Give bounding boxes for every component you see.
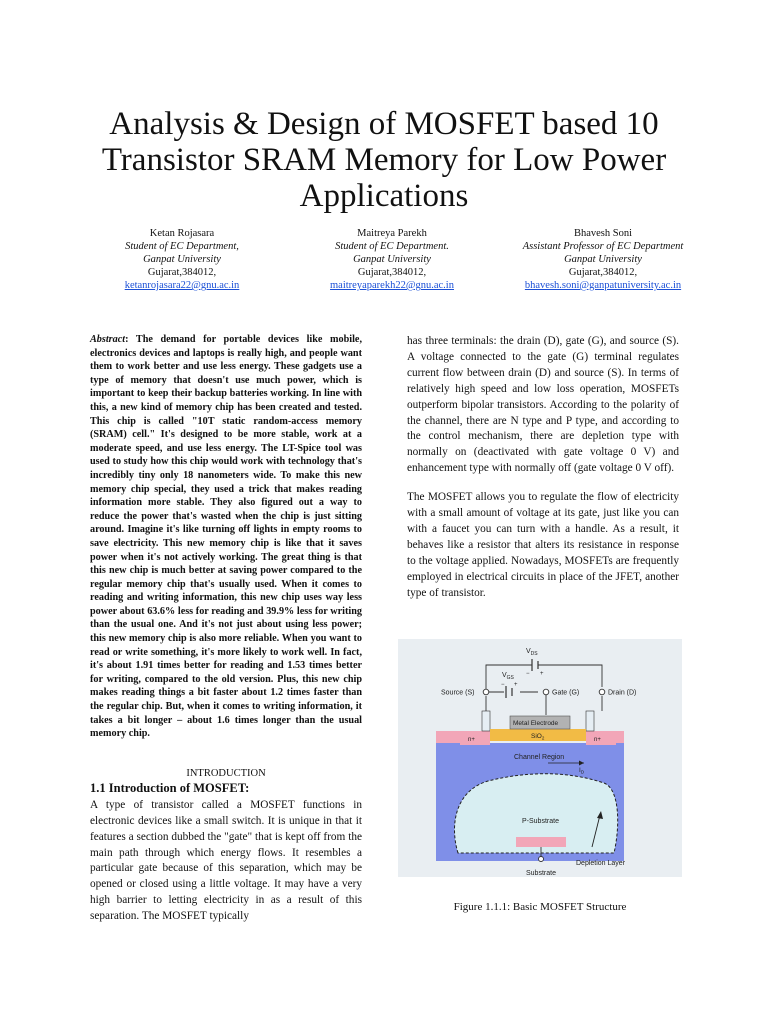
source-label: Source (S) [441,689,475,697]
author-name: Maitreya Parekh [357,228,427,239]
author-affiliation: Assistant Professor of EC Department [522,241,684,252]
abstract-text: : The demand for portable devices like mobile, electronics devices and laptops is really high, and people want them to work better and use less energy. These gadgets use a type of memory that doesn't use much power, which is important to keep their backup batteries working. In line with this, a new kind of memory chip has been created and tested. This chip is called "10T static random-access memory (SRAM) cell." It's designed to be more stable, work at a moderate speed, and use less energy. The LT-Spice tool was used to study how this chip would work with technology that's incredibly tiny only 18 nanometers wide. To make this new memory chip special, they used a trick that makes reading information more stable. They also figured out a way to reduce the power that's wasted when the chip is just sitting around. Imagine it's like turning off lights in empty rooms to save electricity. This new memory chip is like that it saves power when it's not actively working. The great thing is that this new chip is much better at saving power compared to the regular memory chip that's usually used. When it comes to reading and writing information, this new chip uses way less power about 63.6% less for reading and 39.9% less for writing than the usual one. And it's not just about using less power; this new memory chip is also more reliable. When you want to read or write something, it's more likely to work well. In fact, it's about 1.91 times better for reading and 1.53 times better for writing, compared to the old version. Plus, this new chip makes reading things a bit faster about 1.2 times faster than the regular chip. But, when it comes to writing information, it takes a bit longer – about 1.6 times longer than the usual memory chip. [90,334,362,740]
mosfet-faucet-paragraph: The MOSFET allows you to regulate the flow of electricity with a small amount of voltage at its gate, just like you can with a faucet you can turn with a handle. As a result, it behaves like a resistor that alters its resistance in response to the voltage applied. Nowadays, MOSFETs are frequently employed in electrical circuits in place of the JFET, another type of transistor. [407,491,679,599]
author-email-link[interactable]: maitreyaparekh22@gnu.ac.in [330,280,454,291]
author-location: Gujarat,384012, [147,267,217,278]
vgs-label: $V_{GS}$ [502,672,514,681]
substrate-label: Substrate [526,870,556,877]
mosfet-terminals-paragraph: has three terminals: the drain (D), gate (G), and source (S). A voltage connected to the gate (G) terminal regulates current flow between drain (D) and source (S). In terms of relatively high speed and low loss operation, MOSFETs outperform bipolar transistors. According to the polarity of the channel, there are N type and P type, and according to the control mechanism, there are depletion type with normally on (deactivated with gate voltage 0 V) and enhancement type with normally off (gate voltage 0 V off). [407,335,679,475]
vds-plus-sign: + [540,671,544,677]
author-email-link[interactable]: bhavesh.soni@ganpatuniversity.ac.in [524,280,682,291]
author-location: Gujarat,384012, [357,267,427,278]
drain-current-label: $I_D$ [579,767,585,775]
author-name: Ketan Rojasara [149,228,215,239]
oxide-label: SiO$_2$ [531,733,545,741]
figure-caption: Figure 1.1.1: Basic MOSFET Structure [453,901,627,913]
subsection-heading: 1.1 Introduction of MOSFET: [90,780,250,795]
drain-contact-pad [616,731,624,743]
substrate-terminal-icon [539,857,544,862]
substrate-contact-pad [516,837,566,847]
n-plus-left-label: n+ [468,737,475,743]
author-university: Ganpat University [353,254,431,265]
n-plus-right-label: n+ [594,737,601,743]
abstract [90,333,362,741]
author-block-1 [72,227,292,292]
vds-label: $V_{DS}$ [526,648,538,657]
author-name: Bhavesh Soni [573,228,633,239]
section-heading: INTRODUCTION [186,767,266,779]
mosfet-diagram [398,639,682,877]
author-block-2 [282,227,502,292]
author-location: Gujarat,384012, [568,267,638,278]
drain-terminal-icon [599,689,605,695]
author-university: Ganpat University [564,254,642,265]
author-university: Ganpat University [143,254,221,265]
author-block-3 [493,227,713,292]
source-terminal-stub [482,711,490,731]
depletion-layer-label: Depletion Layer [576,860,626,867]
drain-terminal-stub [586,711,594,731]
n-plus-right-region [586,731,616,745]
left-column [90,333,362,925]
author-email-link[interactable]: ketanrojasara22@gnu.ac.in [124,280,240,291]
channel-region-label: Channel Region [514,754,565,761]
vgs-minus-sign: − [501,682,505,688]
abstract-label: Abstract [90,334,126,345]
paper-title: Analysis & Design of MOSFET based 10 Transistor SRAM Memory for Low Power Applications [101,106,667,214]
right-column [407,334,679,602]
author-affiliation: Student of EC Department. [335,241,449,252]
source-terminal-icon [483,689,489,695]
mosfet-structure-figure [398,639,682,877]
gate-terminal-icon [543,689,549,695]
p-substrate-label: P-Substrate [522,818,559,825]
vds-minus-sign: − [526,671,530,677]
drain-label: Drain (D) [608,689,637,697]
source-contact-pad [436,731,460,743]
gate-label: Gate (G) [552,689,580,697]
author-affiliation: Student of EC Department, [125,241,239,252]
intro-paragraph: A type of transistor called a MOSFET functions in electronic devices like a small switch. It is unique in that it features a section dubbed the "gate" that is kept off from the main path through which energy flows. It resembles a particular gate because of this separation, which may be opened or closed using a little voltage. It may have a very high barrier to letting electricity in as a result of this separation. The MOSFET typically [90,798,362,923]
n-plus-left-region [460,731,490,745]
vgs-plus-sign: + [514,682,518,688]
metal-electrode-label: Metal Electrode [513,720,559,727]
